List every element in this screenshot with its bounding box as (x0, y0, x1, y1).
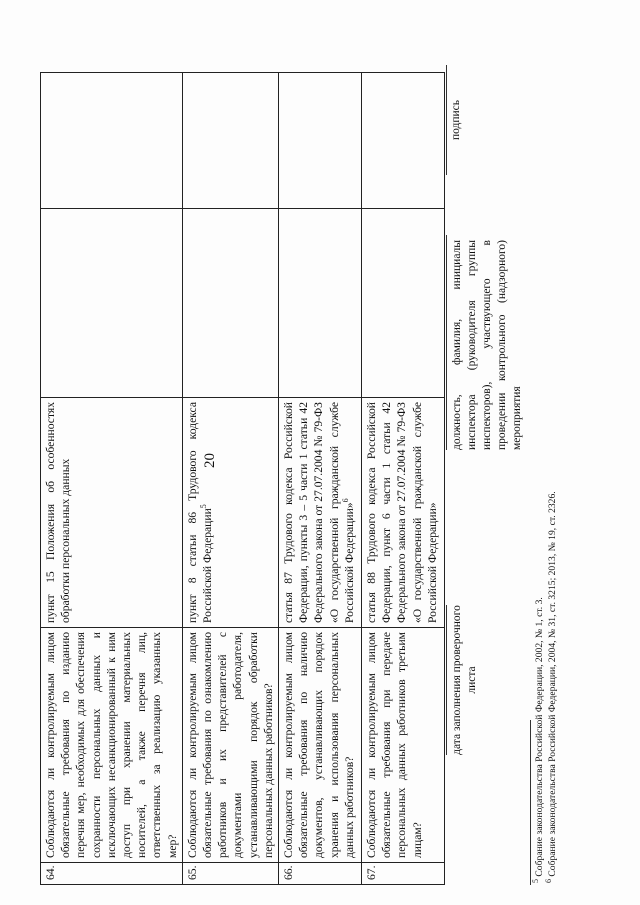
footnote-mark: 6 (543, 879, 553, 883)
footnote-text: Собрание законодательства Российской Федерации, 2004, № 31, ст. 3215; 2013, № 19, ст. 2326. (547, 491, 558, 877)
row-question: Соблюдаются ли контролируемым лицом обязательные требования по наличию документов, устанавливающих порядок хранения и использования персональных данных работников? (279, 628, 362, 863)
sign-line (446, 65, 447, 175)
date-label: дата заполнения проверочного листа (451, 605, 478, 755)
row-legal-reference (182, 398, 278, 628)
date-signature-line (446, 605, 447, 755)
footnote-mark: 6 (341, 498, 350, 503)
table-row (362, 73, 445, 885)
answer-cell (41, 209, 183, 398)
table-row (182, 73, 278, 885)
row-number: 65. (182, 863, 278, 885)
row-legal-reference: статья 88 Трудового кодекса Российской Федерации, пункт 6 части 1 статьи 42 Федерального закона от 27.07.2004 № 79-ФЗ «О государственной гражданской службе Российской Федерации» (362, 398, 445, 628)
table-row (279, 73, 362, 885)
row-question: Соблюдаются ли контролируемым лицом обязательные требования при передаче персональных данных работников третьим лицам? (362, 628, 445, 863)
footnote-mark: 5 (199, 504, 209, 509)
footnote (530, 597, 546, 883)
page-number: 20 (202, 453, 218, 468)
answer-cell (182, 209, 278, 398)
answer-cell (279, 209, 362, 398)
footnote (543, 491, 559, 883)
note-cell (279, 73, 362, 209)
reference-text: статья 87 Трудового кодекса Российской Федерации, пункты 3 – 5 части 1 статьи 42 Федерального закона от 27.07.2004 № 79-ФЗ «О государственной гражданской службе Российской Федерации» (282, 402, 356, 623)
footnote-rule (530, 720, 531, 885)
row-question: Соблюдаются ли контролируемым лицом обязательные требования по изданию перечня мер, необходимых для обеспечения сохранности персональных данных и исключающих несанкционированный к ним доступ при хранении материальных носителей, а также перечня лиц, ответственных за реализацию указанных мер? (41, 628, 183, 863)
checklist-table (40, 72, 445, 885)
footnote-mark: 5 (530, 879, 540, 883)
signature-label: подпись (450, 99, 462, 141)
note-cell (182, 73, 278, 209)
row-number: 67. (362, 863, 445, 885)
answer-cell (362, 209, 445, 398)
inspector-role-label: должность, фамилия, инициалы инспектора (руководителя группы инспекторов), участвующего в проведении контрольного (надзорного) мероприятия (451, 240, 523, 450)
role-signature-line (446, 235, 447, 450)
row-number: 66. (279, 863, 362, 885)
table-row (41, 73, 183, 885)
reference-text: пункт 8 статьи 86 Трудового кодекса Российской Федерации (185, 402, 215, 623)
note-cell (362, 73, 445, 209)
row-legal-reference: пункт 15 Положения об особенностях обработки персональных данных (41, 398, 183, 628)
footnote-text: Собрание законодательства Российской Федерации, 2002, № 1, ст. 3. (534, 597, 545, 877)
row-number: 64. (41, 863, 183, 885)
row-legal-reference (279, 398, 362, 628)
row-question: Соблюдаются ли контролируемым лицом обязательные требования по ознакомлению работников и их представителей с документами работодателя, устанавливающими порядок обработки персональных данных работников? (182, 628, 278, 863)
note-cell (41, 73, 183, 209)
